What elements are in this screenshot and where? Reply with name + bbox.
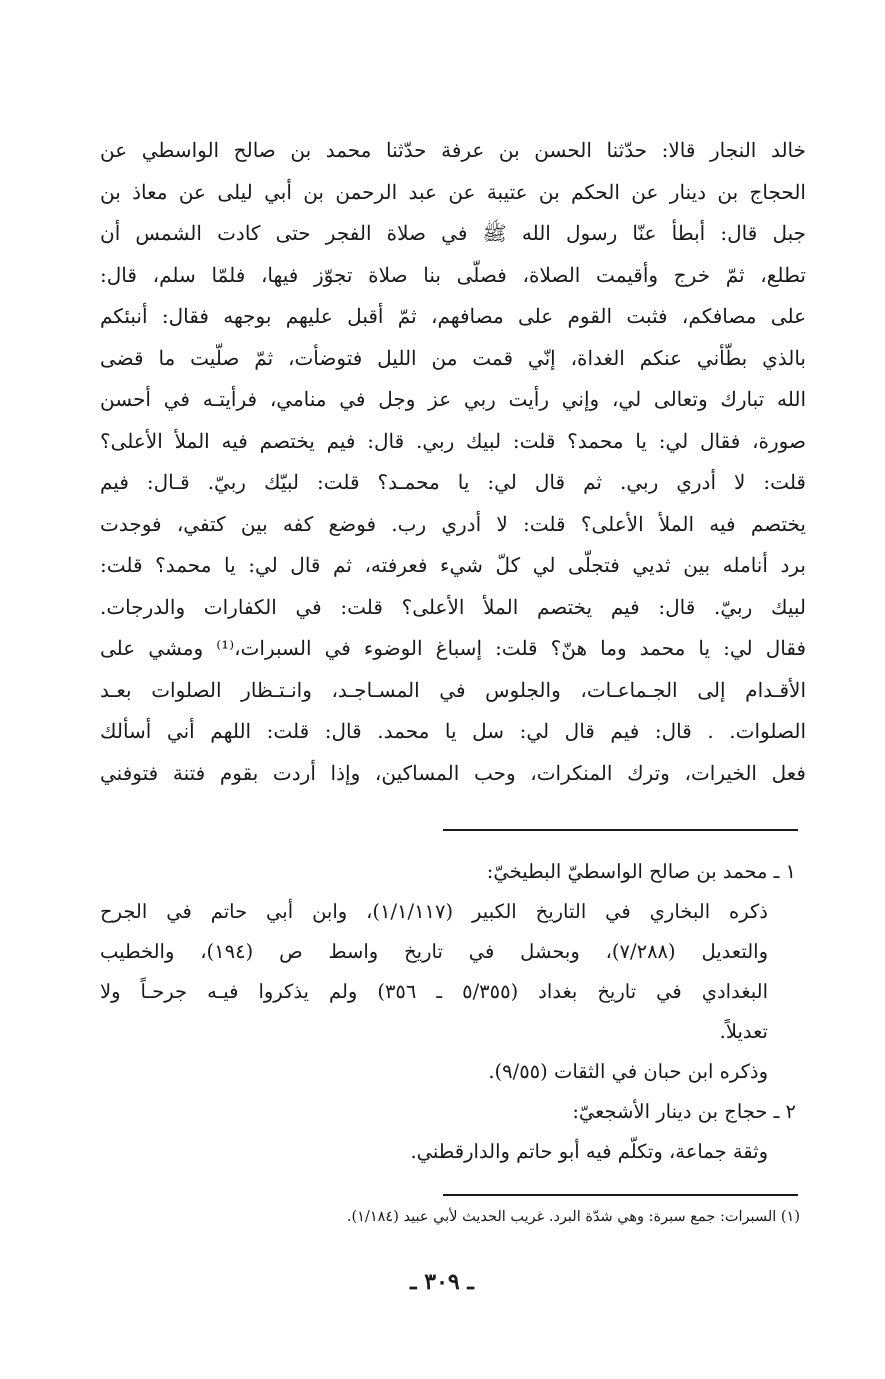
footnote: (١) السبرات: جمع سبرة: وهي شدّة البرد. غريب الحديث لأبي عبيد (١/١٨٤). (346, 1209, 800, 1225)
note-body (100, 892, 806, 1092)
note-line: وثقة جماعة، وتكلّم فيه أبو حاتم والدارقطني. (410, 1140, 768, 1163)
text-line: فقال لي: يا محمد وما هنّ؟ قلت: إسباغ الوضوء في السبرات،⁽¹⁾ ومشي على (100, 636, 807, 660)
text-line: بالذي بطّأني عنكم الغداة، إنّي قمت من الليل فتوضأت، ثمّ صلّيت ما قضى (100, 345, 806, 370)
note-line: البغدادي في تاريخ بغداد (٥/٣٥٥ ـ ٣٥٦) ولم يذكروا فيـه جرحـاً ولا (100, 980, 768, 1003)
text-line: برد أنامله بين ثديي فتجلّى لي كلّ شيء فعرفته، ثم قال لي: يا محمد؟ قلت: (100, 553, 806, 577)
note-line: ذكره البخاري في التاريخ الكبير (١/١/١١٧)، وابن أبي حاتم في الجرح (100, 900, 768, 923)
text-line: خالد النجار قالا: حدّثنا الحسن بن عرفة حدّثنا محمد بن صالح الواسطي عن (100, 138, 806, 162)
footnote-divider (443, 1194, 798, 1196)
text-line: جبل قال: أبطأ عنّا رسول الله ﷺ في صلاة الفجر حتى كادت الشمس أن (100, 221, 806, 245)
text-line: الأقـدام إلى الجـماعـات، والجلوس في المسـاجـد، وانـتـظار الصلوات بعـد (100, 677, 806, 702)
text-line: فعل الخيرات، وترك المنكرات، وحب المساكين، وإذا أردت بقوم فتنة فتوفني (100, 760, 806, 785)
main-text-block (100, 130, 806, 794)
note-line: والتعديل (٧/٢٨٨)، وبحشل في تاريخ واسط ص (١٩٤)، والخطيب (100, 940, 768, 963)
text-line: على مصافكم، فثبت القوم على مصافهم، ثمّ أقبل عليهم بوجهه فقال: أنبئكم (100, 304, 806, 328)
text-line: لبيك ربيّ. قال: فيم يختصم الملأ الأعلى؟ قلت: في الكفارات والدرجات. (100, 594, 806, 619)
text-line: يختصم فيه الملأ الأعلى؟ قلت: لا أدري رب. فوضع كفه بين كتفي، فوجدت (100, 511, 806, 536)
page-number: ـ ٣٠٩ ـ (410, 1269, 474, 1295)
notes-divider (443, 829, 798, 831)
text-line: الحجاج بن دينار عن الحكم بن عتيبة عن عبد الرحمن بن أبي ليلى عن معاذ بن (100, 179, 806, 204)
text-line: تطلع، ثمّ خرج وأقيمت الصلاة، فصلّى بنا صلاة تجوّز فيها، فلمّا سلم، قال: (100, 262, 806, 287)
note-heading: ٢ ـ حجاج بن دينار الأشجعيّ: (572, 1100, 796, 1123)
note-line: تعديلاً. (719, 1020, 768, 1043)
note-line: وذكره ابن حبان في الثقات (٩/٥٥). (488, 1060, 768, 1083)
narrator-notes (100, 852, 806, 1172)
text-line: الله تبارك وتعالى لي، وإني رأيت ربي عز وجل في منامي، فرأيتـه في أحسن (100, 387, 806, 411)
text-line: صورة، فقال لي: يا محمد؟ قلت: لبيك ربي. قال: فيم يختصم فيه الملأ الأعلى؟ (100, 428, 806, 453)
note-heading: ١ ـ محمد بن صالح الواسطيّ البطيخيّ: (486, 860, 796, 883)
note-body (100, 1132, 806, 1172)
text-line: الصلوات. . قال: فيم قال لي: سل يا محمد. قال: قلت: اللهم أني أسألك (100, 719, 807, 743)
text-line: قلت: لا أدري ربي. ثم قال لي: يا محمـد؟ قلت: لبيّك ربيّ. قـال: فيم (100, 470, 806, 494)
